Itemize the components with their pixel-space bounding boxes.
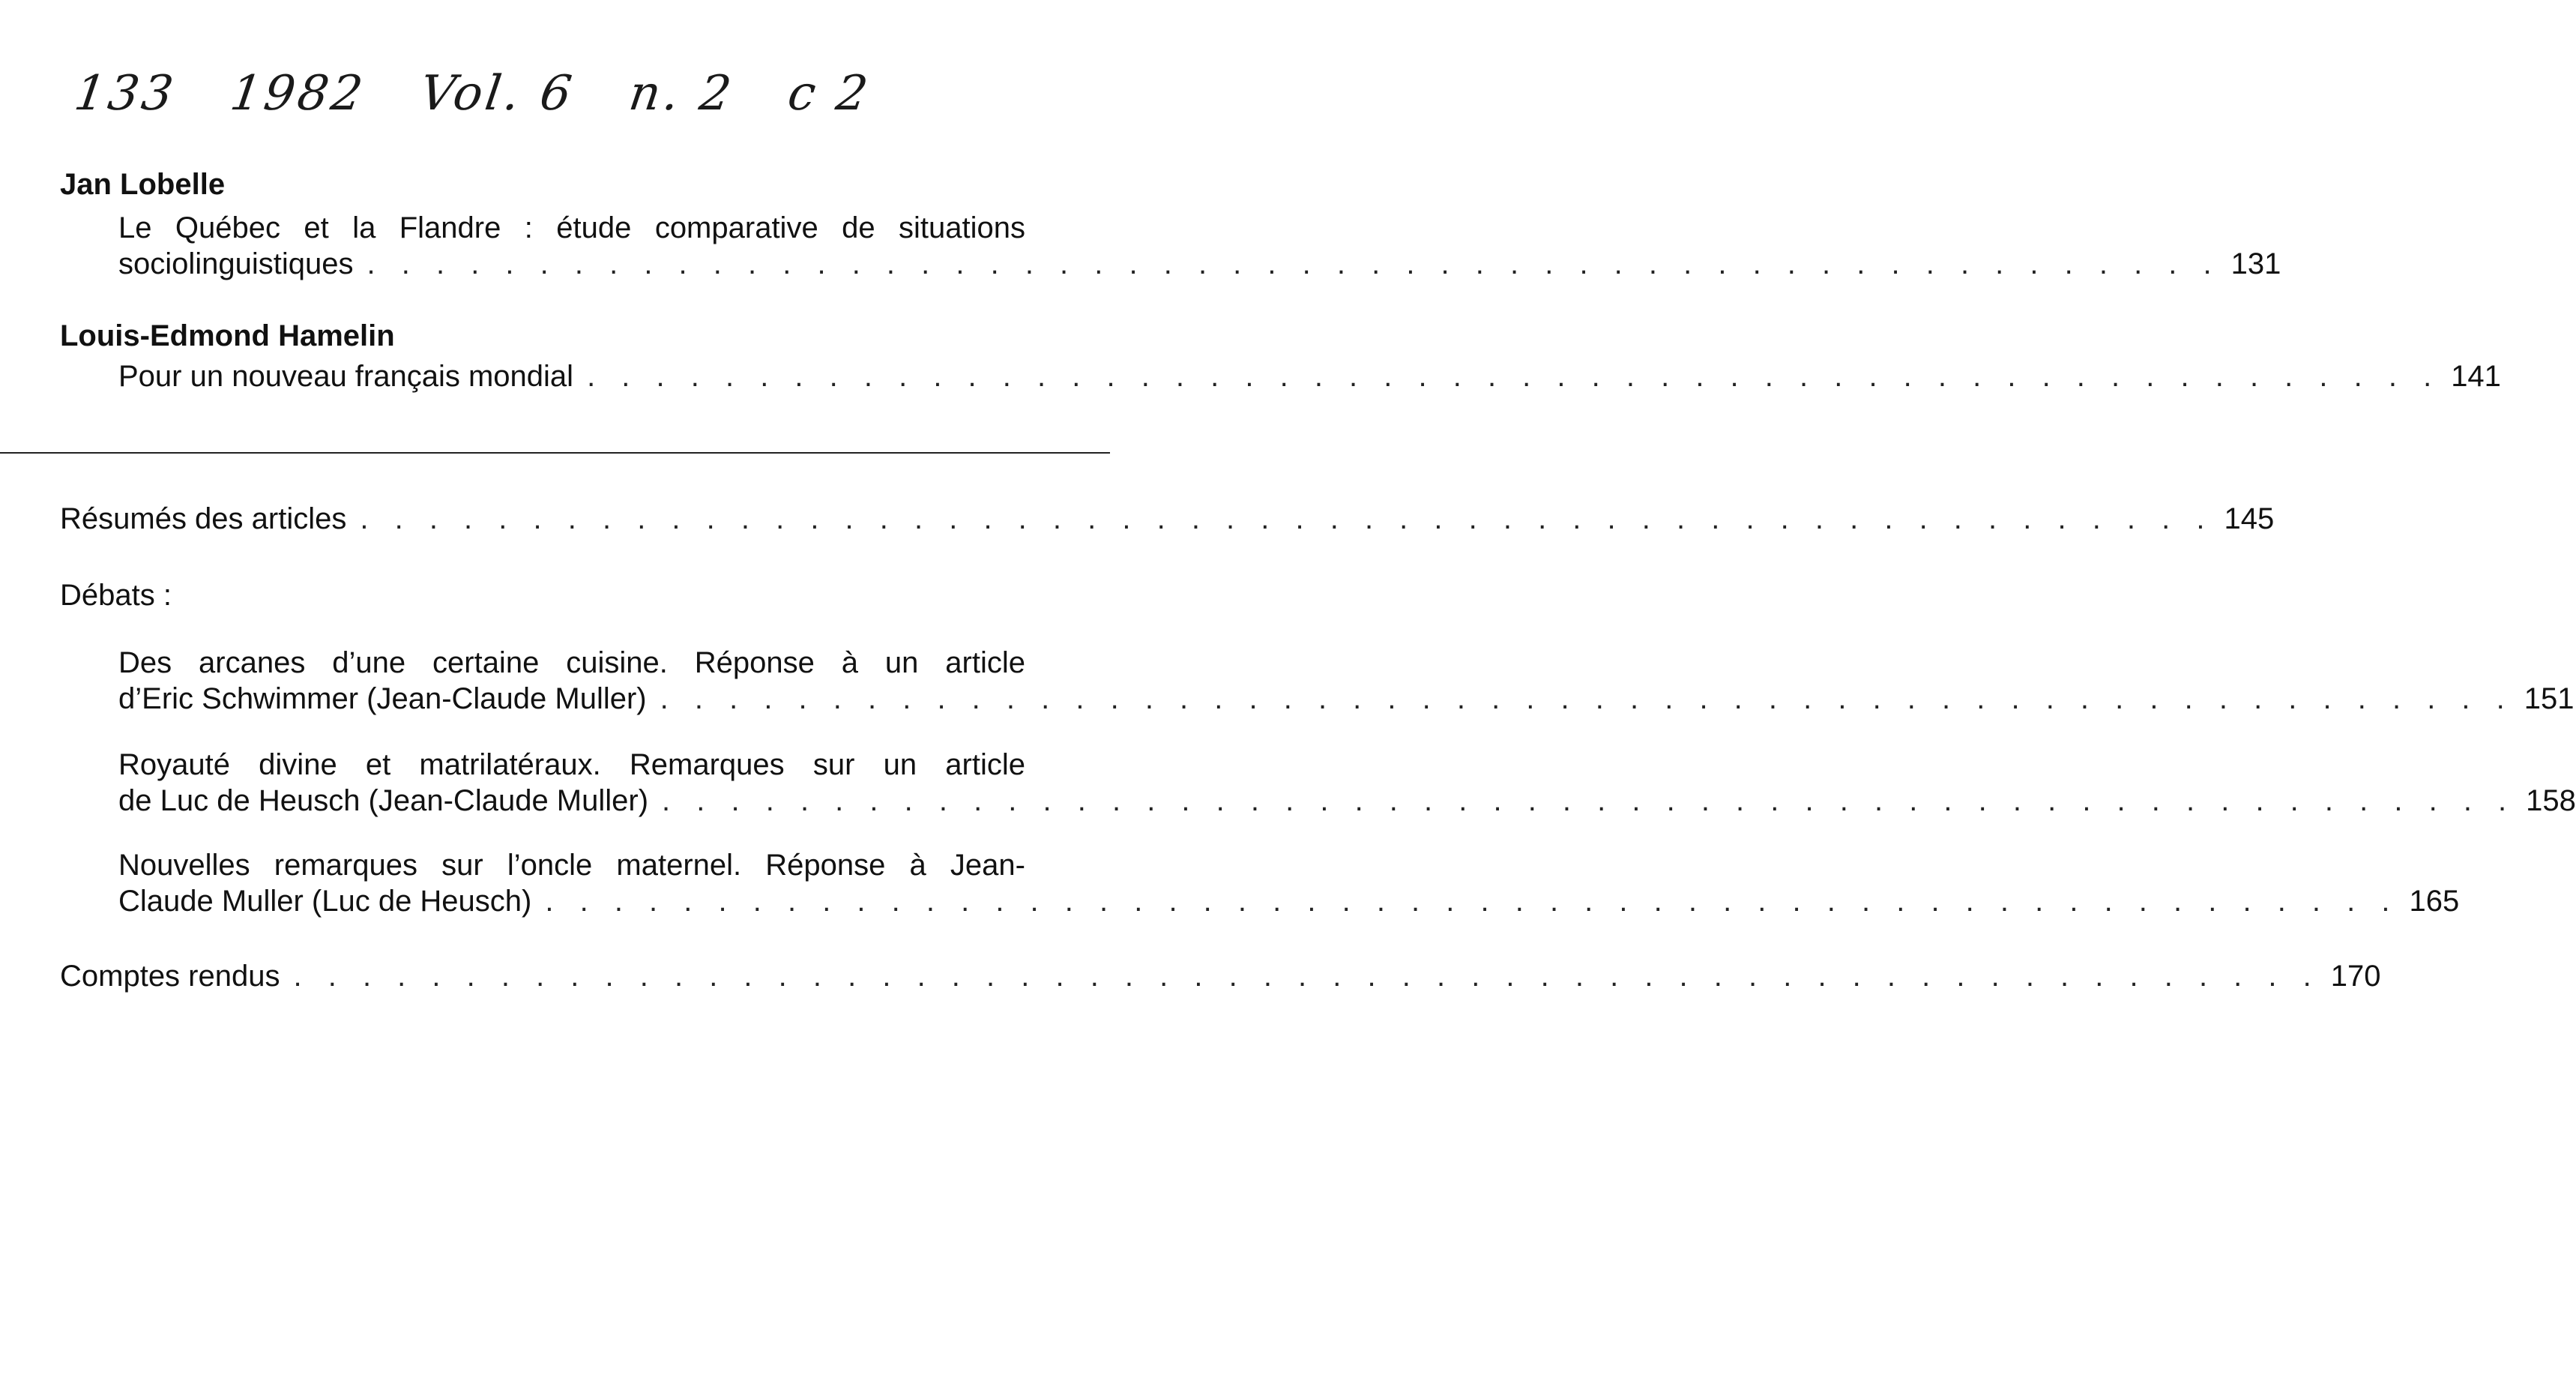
note-part: n. 2	[625, 66, 737, 121]
article-title-line: Pour un nouveau français mondial	[118, 360, 574, 393]
leader-dots: . . . . . . . . . . . . . . . . . . . . . . . . . . . . . . . . . . . . . . . . . . . . . . . . . . . . . .	[367, 247, 2221, 280]
toc-article-lobelle	[60, 166, 2281, 282]
debat-title-last-line	[60, 883, 2460, 919]
leader-dots: . . . . . . . . . . . . . . . . . . . . . . . . . . . . . . . . . . . . . . . . . . . . . . . . . . . . . .	[660, 682, 2514, 715]
article-title-last-line	[60, 358, 2501, 394]
note-part: 1982	[226, 66, 369, 121]
toc-comptes-rendus	[60, 958, 2381, 994]
note-part: c 2	[785, 66, 875, 121]
leader-dots: . . . . . . . . . . . . . . . . . . . . . . . . . . . . . . . . . . . . . . . . . . . . . . . . . . . . . .	[545, 885, 2399, 918]
toc-line	[60, 958, 2381, 994]
debat-title-line: Nouvelles remarques sur l’oncle maternel. Réponse à Jean-	[118, 849, 1025, 882]
toc-article-hamelin	[60, 318, 2501, 394]
article-author: Louis-Edmond Hamelin	[60, 319, 395, 352]
toc-debat-item	[60, 645, 2575, 717]
page-number: 145	[2224, 502, 2275, 535]
toc-line	[60, 501, 2275, 537]
debat-title-line: d’Eric Schwimmer (Jean-Claude Muller)	[118, 682, 647, 715]
debat-title-line: de Luc de Heusch (Jean-Claude Muller)	[118, 784, 649, 817]
toc-debats	[60, 577, 1109, 613]
debat-title-line: Des arcanes d’une certaine cuisine. Réponse à un article	[118, 646, 1025, 679]
article-title-last-line	[60, 246, 2281, 282]
page-number: 165	[2409, 885, 2460, 918]
section-label: Résumés des articles	[60, 502, 347, 535]
note-part: Vol. 6	[416, 66, 578, 121]
toc-debat-item	[60, 847, 2460, 919]
toc-resumes	[60, 501, 2275, 537]
article-title-line: sociolinguistiques	[118, 247, 354, 280]
section-divider	[0, 452, 1110, 454]
section-label: Débats :	[60, 579, 172, 612]
article-title-line: Le Québec et la Flandre : étude comparative de situations	[118, 211, 1025, 244]
debat-title-last-line	[60, 783, 2576, 819]
debat-title-line: Claude Muller (Luc de Heusch)	[118, 885, 532, 918]
leader-dots: . . . . . . . . . . . . . . . . . . . . . . . . . . . . . . . . . . . . . . . . . . . . . . . . . . . . . .	[587, 360, 2441, 393]
leader-dots: . . . . . . . . . . . . . . . . . . . . . . . . . . . . . . . . . . . . . . . . . . . . . . . . . . . . . .	[662, 784, 2516, 817]
page-number: 170	[2330, 960, 2381, 993]
page-number: 151	[2524, 682, 2575, 715]
handwritten-catalog-note	[70, 52, 974, 135]
page-number: 141	[2451, 360, 2501, 393]
toc-debat-item	[60, 747, 2576, 819]
debat-title-line: Royauté divine et matrilatéraux. Remarques sur un article	[118, 748, 1025, 781]
debat-title-last-line	[60, 681, 2575, 717]
leader-dots: . . . . . . . . . . . . . . . . . . . . . . . . . . . . . . . . . . . . . . . . . . . . . . . . . . . . . . . . . . .	[293, 960, 2320, 993]
note-part: 133	[70, 66, 180, 121]
leader-dots: . . . . . . . . . . . . . . . . . . . . . . . . . . . . . . . . . . . . . . . . . . . . . . . . . . . . . .	[360, 502, 2214, 535]
section-label: Comptes rendus	[60, 960, 280, 993]
page-number: 158	[2526, 784, 2576, 817]
article-author: Jan Lobelle	[60, 168, 226, 201]
page-number: 131	[2230, 247, 2281, 280]
